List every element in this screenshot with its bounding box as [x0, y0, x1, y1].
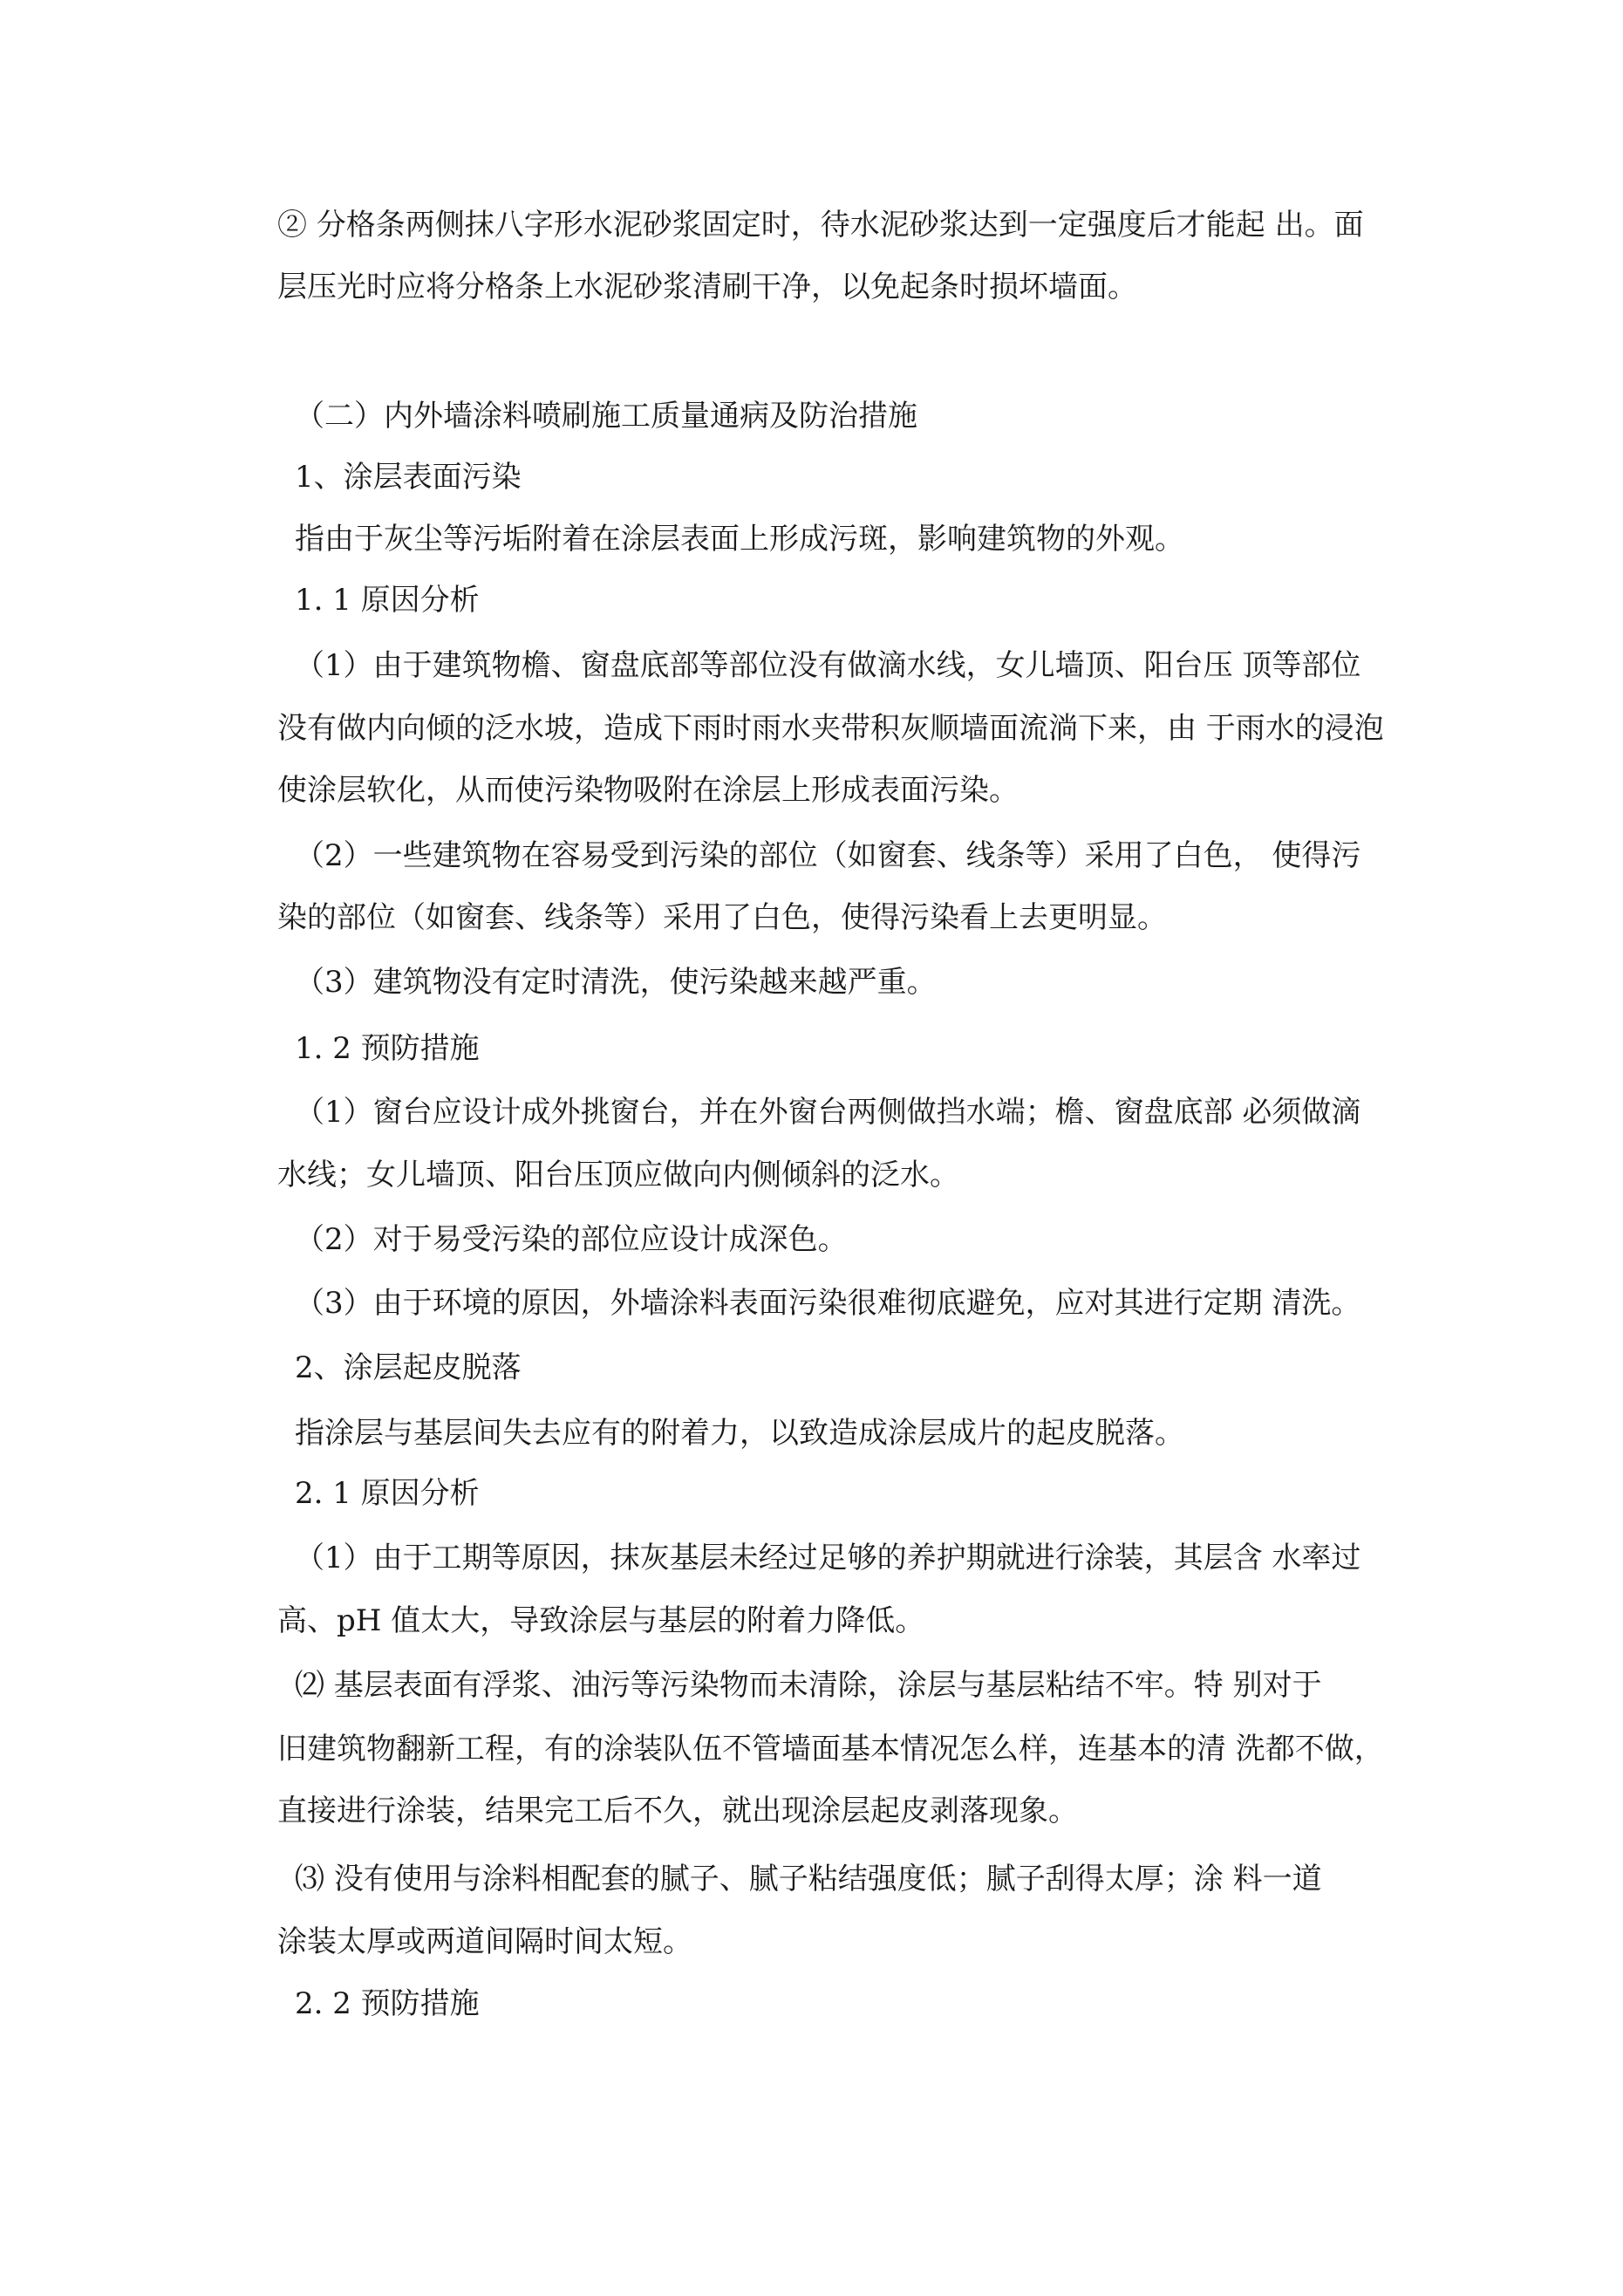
- text-line: ② 分格条两侧抹八字形水泥砂浆固定时，待水泥砂浆达到一定强度后才能起 出。面: [277, 208, 1364, 243]
- text-line: 指涂层与基层间失去应有的附着力，以致造成涂层成片的起皮脱落。: [295, 1416, 1184, 1451]
- text-line: 使涂层软化，从而使污染物吸附在涂层上形成表面污染。: [277, 773, 1019, 808]
- text-line: （1）由于工期等原因，抹灰基层未经过足够的养护期就进行涂装，其层含 水率过: [295, 1541, 1361, 1575]
- subsection-heading: 1. 1 原因分析: [295, 583, 480, 618]
- section-heading: （二）内外墙涂料喷刷施工质量通病及防治措施: [295, 399, 917, 434]
- text-line: 层压光时应将分格条上水泥砂浆清刷干净，以免起条时损坏墙面。: [277, 270, 1137, 304]
- text-line: 高、pH 值太大，导致涂层与基层的附着力降低。: [277, 1603, 925, 1638]
- text-line: （3）建筑物没有定时清洗，使污染越来越严重。: [295, 965, 937, 1000]
- text-line: （1）窗台应设计成外挑窗台，并在外窗台两侧做挡水端；檐、窗盘底部 必须做滴: [295, 1095, 1361, 1130]
- text-line: ⑵ 基层表面有浮浆、油污等污染物而未清除，涂层与基层粘结不牢。特 别对于: [295, 1668, 1322, 1703]
- text-line: （2）一些建筑物在容易受到污染的部位（如窗套、线条等）采用了白色， 使得污: [295, 838, 1361, 873]
- subsection-heading: 1. 2 预防措施: [295, 1031, 480, 1066]
- text-line: （1）由于建筑物檐、窗盘底部等部位没有做滴水线，女儿墙顶、阳台压 顶等部位: [295, 648, 1361, 683]
- subsection-heading: 1、涂层表面污染: [295, 460, 522, 495]
- subsection-heading: 2、涂层起皮脱落: [295, 1350, 522, 1385]
- text-line: 涂装太厚或两道间隔时间太短。: [277, 1924, 692, 1959]
- text-line: （2）对于易受污染的部位应设计成深色。: [295, 1222, 848, 1257]
- text-line: 水线；女儿墙顶、阳台压顶应做向内侧倾斜的泛水。: [277, 1158, 959, 1192]
- text-line: 染的部位（如窗套、线条等）采用了白色，使得污染看上去更明显。: [277, 900, 1167, 935]
- text-line: 没有做内向倾的泛水坡，造成下雨时雨水夹带积灰顺墙面流淌下来，由 于雨水的浸泡: [277, 711, 1384, 746]
- text-line: 旧建筑物翻新工程，有的涂装队伍不管墙面基本情况怎么样，连基本的清 洗都不做，: [277, 1732, 1384, 1766]
- text-line: 指由于灰尘等污垢附着在涂层表面上形成污斑，影响建筑物的外观。: [295, 522, 1184, 557]
- text-line: （3）由于环境的原因，外墙涂料表面污染很难彻底避免，应对其进行定期 清洗。: [295, 1286, 1361, 1321]
- subsection-heading: 2. 1 原因分析: [295, 1476, 480, 1511]
- text-line: 直接进行涂装，结果完工后不久，就出现涂层起皮剥落现象。: [277, 1794, 1078, 1828]
- text-line: ⑶ 没有使用与涂料相配套的腻子、腻子粘结强度低；腻子刮得太厚；涂 料一道: [295, 1862, 1322, 1896]
- subsection-heading: 2. 2 预防措施: [295, 1986, 480, 2021]
